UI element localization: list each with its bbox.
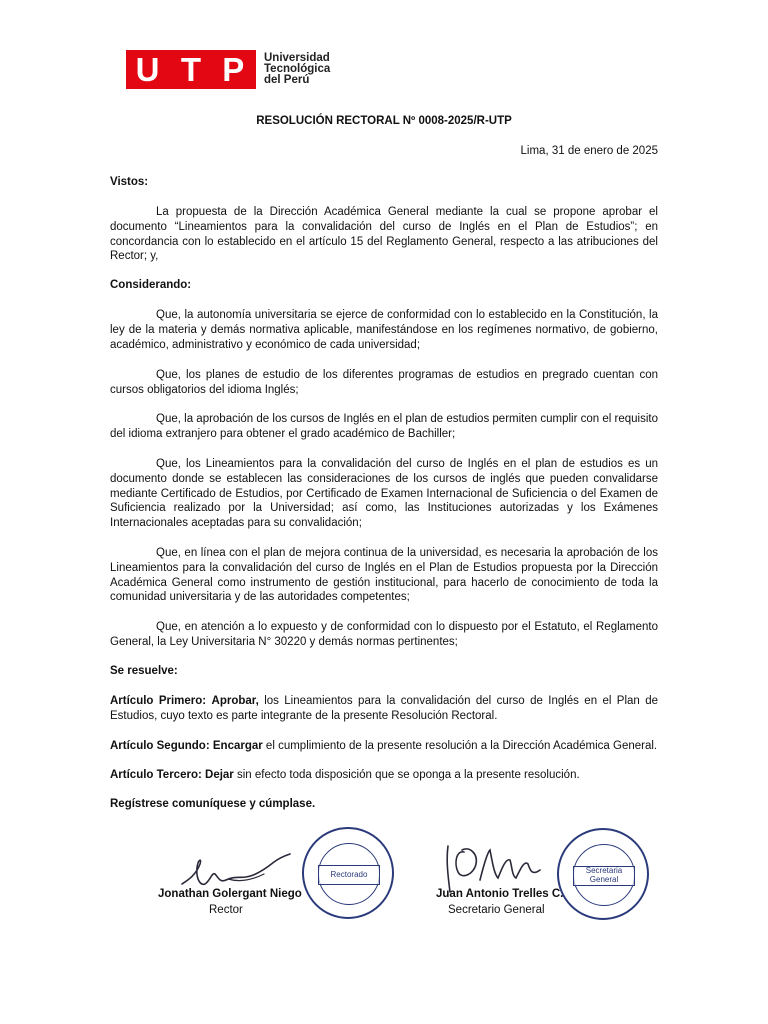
considerando-paragraph-2: Que, los planes de estudio de los diferentes programas de estudios en pregrado cuentan con cursos obligatorios del idioma Inglés;	[110, 369, 658, 396]
considerando-paragraph-3: Que, la aprobación de los cursos de Inglés en el plan de estudios permiten cumplir con el requisito del idioma extranjero para obtener el grado académico de Bachiller;	[110, 413, 658, 440]
article-second-text: el cumplimiento de la presente resolución a la Dirección Académica General.	[262, 740, 658, 752]
resolution-date: Lima, 31 de enero de 2025	[520, 145, 658, 157]
article-first-text: los Lineamientos para la convalidación del curso de Inglés en el Plan de Estudios, cuyo texto es parte integrante de la presente Resolución Rectoral.	[110, 695, 659, 722]
article-first-verb: Aprobar,	[211, 695, 259, 707]
article-third-verb: Dejar	[205, 769, 234, 781]
considerando-paragraph-5: Que, en línea con el plan de mejora continua de la universidad, es necesaria la aprobación de los Lineamientos para la convalidación del curso de Inglés en el Plan de Estudios propuesta por la Dirección Académica General como instrumento de gestión institucional, para hacerlo de conocimiento de toda la comunidad universitaria y de las autoridades competentes;	[110, 547, 658, 604]
considerando-paragraph-6: Que, en atención a lo expuesto y de conformidad con lo dispuesto por el Estatuto, el Reglamento General, la Ley Universitaria N° 30220 y demás normas pertinentes;	[110, 621, 658, 648]
rector-name: Jonathan Golergant Niego	[158, 888, 302, 900]
article-second-verb: Encargar	[212, 740, 263, 752]
university-name-line2: Tecnológica	[264, 63, 331, 75]
article-first	[110, 694, 658, 724]
considerando-heading: Considerando:	[110, 279, 192, 291]
vistos-heading: Vistos:	[110, 176, 149, 188]
vistos-paragraph: La propuesta de la Dirección Académica General mediante la cual se propone aprobar el documento “Lineamientos para la convalidación del curso de Inglés en el Plan de Estudios”; en concordancia con lo establecido en el artículo 15 del Reglamento General, respecto a las atribuciones del Rector; y,	[110, 206, 658, 263]
article-first-label: Artículo Primero:	[110, 695, 207, 707]
utp-logo	[126, 50, 256, 89]
article-second-label: Artículo Segundo:	[110, 740, 210, 752]
secretaria-stamp	[557, 828, 649, 920]
closing-formula: Regístrese comuníquese y cúmplase.	[110, 798, 316, 810]
considerando-paragraph-4: Que, los Lineamientos para la convalidación del curso de Inglés en el plan de estudios es un documento donde se establecen las consideraciones de los cursos de inglés que pueden convalidarse mediante Certificado de Estudios, por Certificado de Examen Internacional de Suficiencia o del Examen de Suficiencia realizado por la Universidad; así como, las Instituciones autorizadas y los Exámenes Internacionales aceptadas para su convalidación;	[110, 458, 658, 530]
university-name-line1: Universidad	[264, 52, 330, 64]
rector-role: Rector	[209, 904, 243, 916]
article-third	[110, 768, 658, 783]
rectorado-stamp	[302, 827, 394, 919]
resuelve-heading: Se resuelve:	[110, 665, 178, 677]
university-name-line3: del Perú	[264, 74, 310, 86]
logo-letter-p: P	[222, 51, 247, 88]
considerando-paragraph-1: Que, la autonomía universitaria se ejerce de conformidad con lo establecido en la Constitución, la ley de la materia y demás normativa aplicable, manifestándose en los regímenes normativo, de gobierno, académico, administrativo y económico de cada universidad;	[110, 309, 658, 351]
rectorado-stamp-label: Rectorado	[318, 865, 380, 885]
logo-letter-t: T	[180, 51, 203, 88]
university-name	[264, 53, 330, 86]
article-third-label: Artículo Tercero:	[110, 769, 202, 781]
logo-letter-u: U	[135, 51, 162, 88]
article-second	[110, 739, 658, 754]
secretary-name: Juan Antonio Trelles C.	[436, 888, 564, 900]
article-third-text: sin efecto toda disposición que se oponga a la presente resolución.	[233, 769, 580, 781]
secretaria-stamp-label: Secretaria General	[573, 866, 635, 886]
secretary-role: Secretario General	[448, 904, 545, 916]
resolution-title: RESOLUCIÓN RECTORAL Nº 0008-2025/R-UTP	[256, 115, 512, 127]
